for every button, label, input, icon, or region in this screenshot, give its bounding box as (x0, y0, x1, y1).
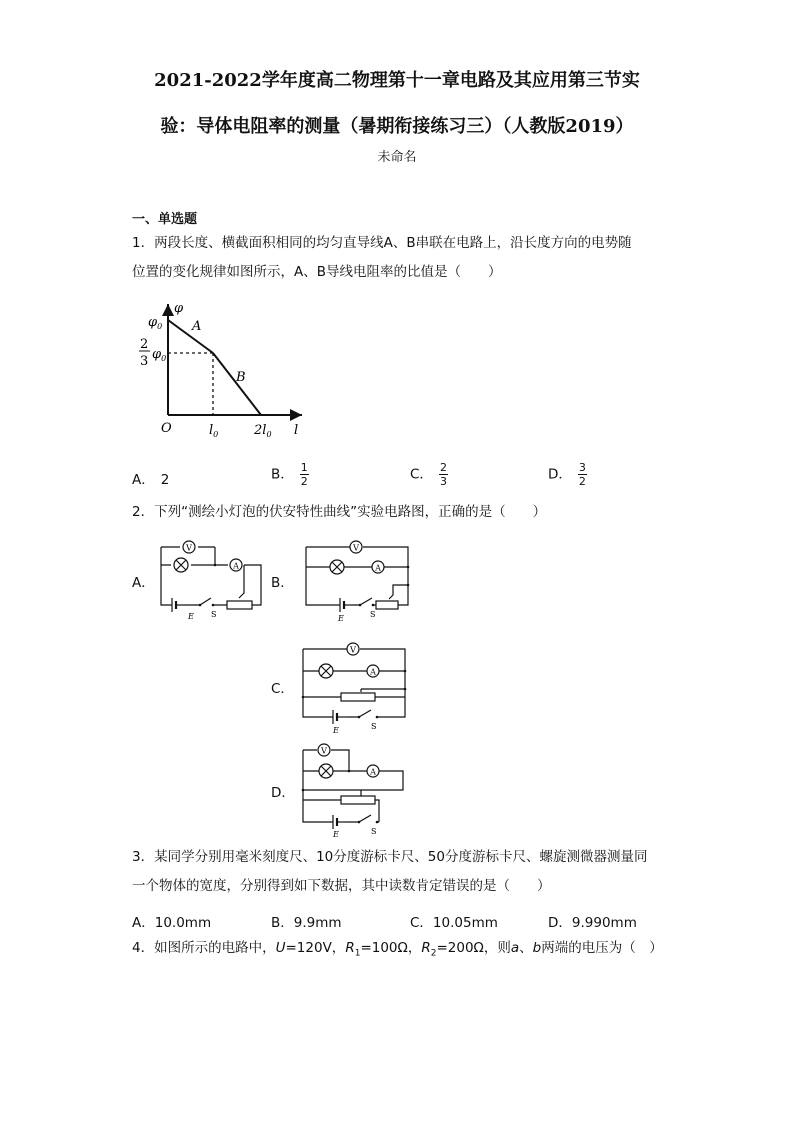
q1-option-c-num: 2 (439, 461, 447, 474)
source-label: E (333, 726, 339, 735)
q1-text-line2: 位置的变化规律如图所示，A、B导线电阻率的比值是（ ） (132, 264, 502, 280)
q4-r2-subscript: 2 (430, 948, 437, 959)
svg-text:V: V (350, 645, 356, 655)
q1-option-d-fraction (578, 461, 587, 488)
line-A (168, 320, 213, 353)
document-title-line1: 2021-2022学年度高二物理第十一章电路及其应用第三节实 (154, 70, 640, 91)
q4-r1-symbol: R (345, 940, 355, 956)
q1-option-c[interactable] (410, 461, 448, 488)
source-label: E (338, 614, 344, 623)
section-title: 一、单选题 (132, 212, 198, 227)
svg-text:A: A (370, 667, 376, 677)
phi0-label: $\varphi_0$ (148, 315, 163, 331)
q4-u-symbol: U (275, 940, 286, 956)
q4-r2-symbol: R (421, 940, 431, 956)
q1-option-d[interactable] (548, 461, 587, 488)
q2-circuit-c (297, 637, 412, 737)
lamp-icon (174, 558, 188, 572)
q1-potential-graph (130, 298, 320, 444)
q1-option-b-label: B． (271, 466, 294, 483)
q1-option-b-den: 2 (300, 475, 308, 488)
svg-text:A: A (370, 767, 376, 777)
q1-option-b-num: 1 (300, 461, 308, 474)
q4-prefix: 4．如图所示的电路中， (132, 940, 276, 956)
lamp-icon (319, 764, 333, 778)
q4-separator: 、 (519, 940, 533, 956)
q2-circuit-a (155, 535, 267, 623)
lamp-icon (330, 560, 344, 574)
x-axis-label: l (294, 423, 299, 438)
q4-text (132, 934, 663, 969)
source-label: E (333, 830, 339, 839)
q2-option-a[interactable]: A． (132, 575, 155, 591)
q2-option-d[interactable]: D． (271, 785, 295, 801)
svg-text:V: V (321, 746, 327, 756)
ammeter-icon (372, 561, 384, 573)
label-B: B (236, 370, 246, 385)
q2-option-b[interactable]: B． (271, 575, 294, 591)
q4-suffix: 两端的电压为（ ） (541, 940, 663, 956)
q1-option-a-value: 2 (160, 472, 170, 488)
q1-option-c-den: 3 (439, 475, 447, 488)
q3-option-b[interactable]: B．9.9mm (271, 915, 342, 931)
svg-text:V: V (186, 543, 192, 553)
voltmeter-icon (318, 744, 330, 756)
q3-text-line2: 一个物体的宽度，分别得到如下数据，其中读数肯定错误的是（ ） (132, 878, 551, 894)
voltmeter-icon (183, 541, 195, 553)
q1-text-line1: 1．两段长度、横截面积相同的均匀直导线A、B串联在电路上，沿长度方向的电势随 (132, 235, 632, 251)
switch-label: S (370, 610, 376, 619)
q1-option-b-fraction (300, 461, 309, 488)
q1-option-b[interactable] (271, 461, 309, 488)
q2-text: 2．下列“测绘小灯泡的伏安特性曲线”实验电路图，正确的是（ ） (132, 504, 547, 520)
q1-option-d-num: 3 (578, 461, 586, 474)
frac-num: 2 (140, 337, 149, 352)
q2-option-c[interactable]: C． (271, 681, 294, 697)
ammeter-icon (367, 665, 379, 677)
phi0-label-2: $\varphi_0$ (152, 347, 167, 363)
q4-r1-value: =100Ω， (360, 940, 422, 956)
origin-label: O (161, 421, 172, 436)
q4-u-value: =120V， (285, 940, 346, 956)
voltmeter-icon (347, 643, 359, 655)
switch-label: S (211, 610, 217, 619)
q3-option-d[interactable]: D．9.990mm (548, 915, 637, 931)
label-A: A (192, 319, 202, 334)
q3-option-c[interactable]: C．10.05mm (410, 915, 498, 931)
svg-text:V: V (353, 543, 359, 553)
ammeter-icon (367, 765, 379, 777)
q1-option-d-den: 2 (578, 475, 586, 488)
switch-label: S (371, 722, 377, 731)
svg-text:A: A (375, 563, 381, 573)
q4-a-symbol: a (510, 940, 520, 956)
y-axis-label: φ (174, 301, 184, 316)
lamp-icon (319, 664, 333, 678)
q1-option-d-label: D． (548, 466, 572, 483)
q4-b-symbol: b (532, 940, 542, 956)
q4-r2-value: =200Ω，则 (436, 940, 511, 956)
document-title-line2: 验：导体电阻率的测量（暑期衔接练习三）（人教版2019） (160, 116, 634, 137)
frac-den: 3 (140, 354, 149, 369)
source-label: E (188, 612, 194, 621)
x-tick-2l0: $2l_0$ (254, 423, 272, 439)
q1-option-c-label: C． (410, 466, 433, 483)
ammeter-icon (230, 559, 242, 571)
q2-circuit-d (297, 740, 412, 840)
q2-circuit-b (300, 535, 415, 623)
q3-text-line1: 3．某同学分别用毫米刻度尺、10分度游标卡尺、50分度游标卡尺、螺旋测微器测量同 (132, 849, 648, 865)
q1-option-c-fraction (439, 461, 448, 488)
q1-option-a-label: A． (132, 472, 155, 488)
voltmeter-icon (350, 541, 362, 553)
q3-option-a[interactable]: A．10.0mm (132, 915, 212, 931)
x-tick-l0: $l_0$ (209, 423, 219, 439)
switch-label: S (371, 827, 377, 836)
q1-option-a[interactable] (132, 468, 169, 488)
svg-text:A: A (233, 561, 239, 571)
q4-r1-subscript: 1 (354, 948, 361, 959)
document-subtitle: 未命名 (377, 150, 417, 165)
